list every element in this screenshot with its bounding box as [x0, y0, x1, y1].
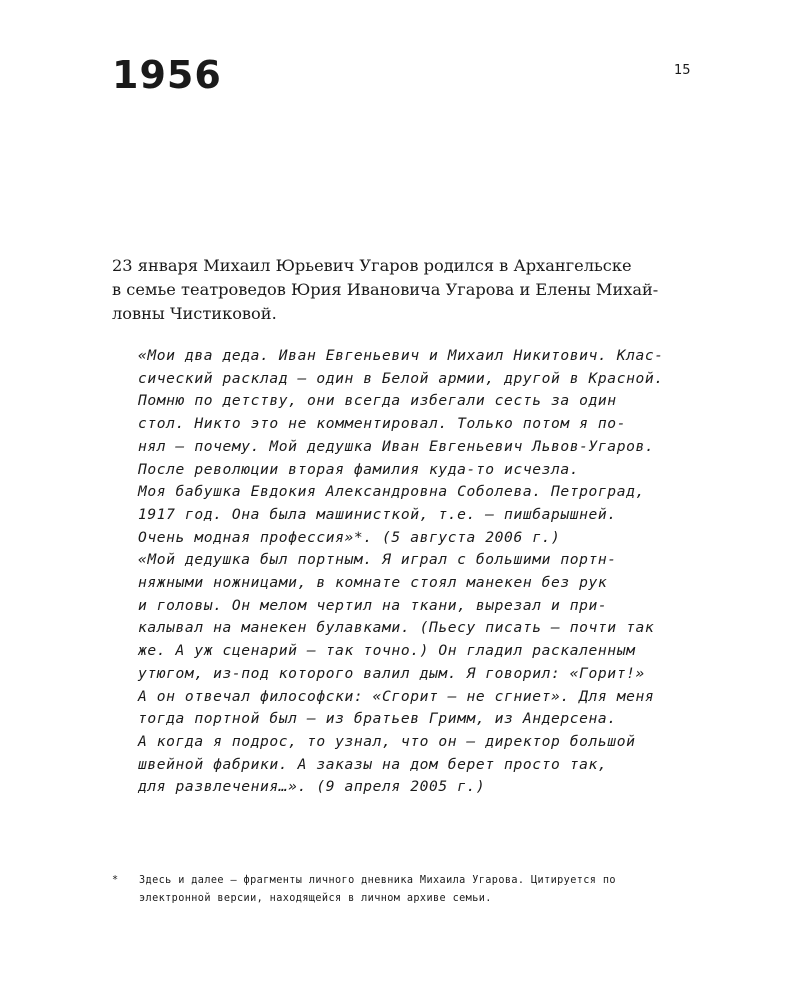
- footnote-marker: *: [112, 875, 119, 886]
- diary-line: тогда портной был – из братьев Гримм, из Андерсена.: [138, 710, 617, 728]
- footnote: [112, 872, 692, 908]
- footnote-line: электронной версии, находящейся в личном архиве семьи.: [139, 893, 492, 904]
- intro-line: 23 января Михаил Юрьевич Угаров родился в Архангельске: [112, 256, 632, 275]
- diary-line: Очень модная профессия»*. (5 августа 2006 г.): [138, 528, 561, 546]
- diary-line: нял – почему. Мой дедушка Иван Евгеньевич Львов-Угаров.: [138, 437, 655, 455]
- diary-line: для развлечения…». (9 апреля 2005 г.): [138, 778, 486, 796]
- diary-line: же. А уж сценарий – так точно.) Он гладил раскаленным: [138, 642, 636, 660]
- intro-line: ловны Чистиковой.: [112, 304, 277, 323]
- diary-line: «Мои два деда. Иван Евгеньевич и Михаил Никитович. Клас-: [138, 347, 664, 364]
- diary-line: А он отвечал философски: «Сгорит – не сгниет». Для меня: [138, 687, 655, 705]
- diary-line: утюгом, из-под которого валил дым. Я говорил: «Горит!»: [138, 664, 645, 682]
- diary-line: А когда я подрос, то узнал, что он – директор большой: [138, 732, 636, 750]
- diary-line: сический расклад – один в Белой армии, другой в Красной.: [138, 369, 664, 387]
- diary-line: и головы. Он мелом чертил на ткани, вырезал и при-: [138, 596, 608, 614]
- page-number: 15: [674, 63, 691, 78]
- intro-paragraph: [112, 254, 692, 326]
- diary-line: няжными ножницами, в комнате стоял манекен без рук: [138, 574, 608, 592]
- intro-line: в семье театроведов Юрия Ивановича Угарова и Елены Михай-: [112, 280, 659, 299]
- diary-quote-block: [138, 345, 698, 799]
- year-heading: 1956: [112, 53, 222, 97]
- diary-line: Моя бабушка Евдокия Александровна Соболева. Петроград,: [138, 483, 645, 501]
- diary-line: После революции вторая фамилия куда-то исчезла.: [138, 460, 580, 478]
- diary-line: калывал на манекен булавками. (Пьесу писать – почти так: [138, 619, 655, 637]
- diary-line: стол. Никто это не комментировал. Только потом я по-: [138, 415, 627, 433]
- footnote-line: Здесь и далее – фрагменты личного дневника Михаила Угарова. Цитируется по: [139, 875, 616, 886]
- diary-line: швейной фабрики. А заказы на дом берет просто так,: [138, 755, 608, 773]
- diary-line: Помню по детству, они всегда избегали сесть за один: [138, 392, 617, 410]
- diary-line: «Мой дедушка был портным. Я играл с большими портн-: [138, 551, 617, 569]
- diary-line: 1917 год. Она была машинисткой, т.е. – пишбарышней.: [138, 505, 617, 523]
